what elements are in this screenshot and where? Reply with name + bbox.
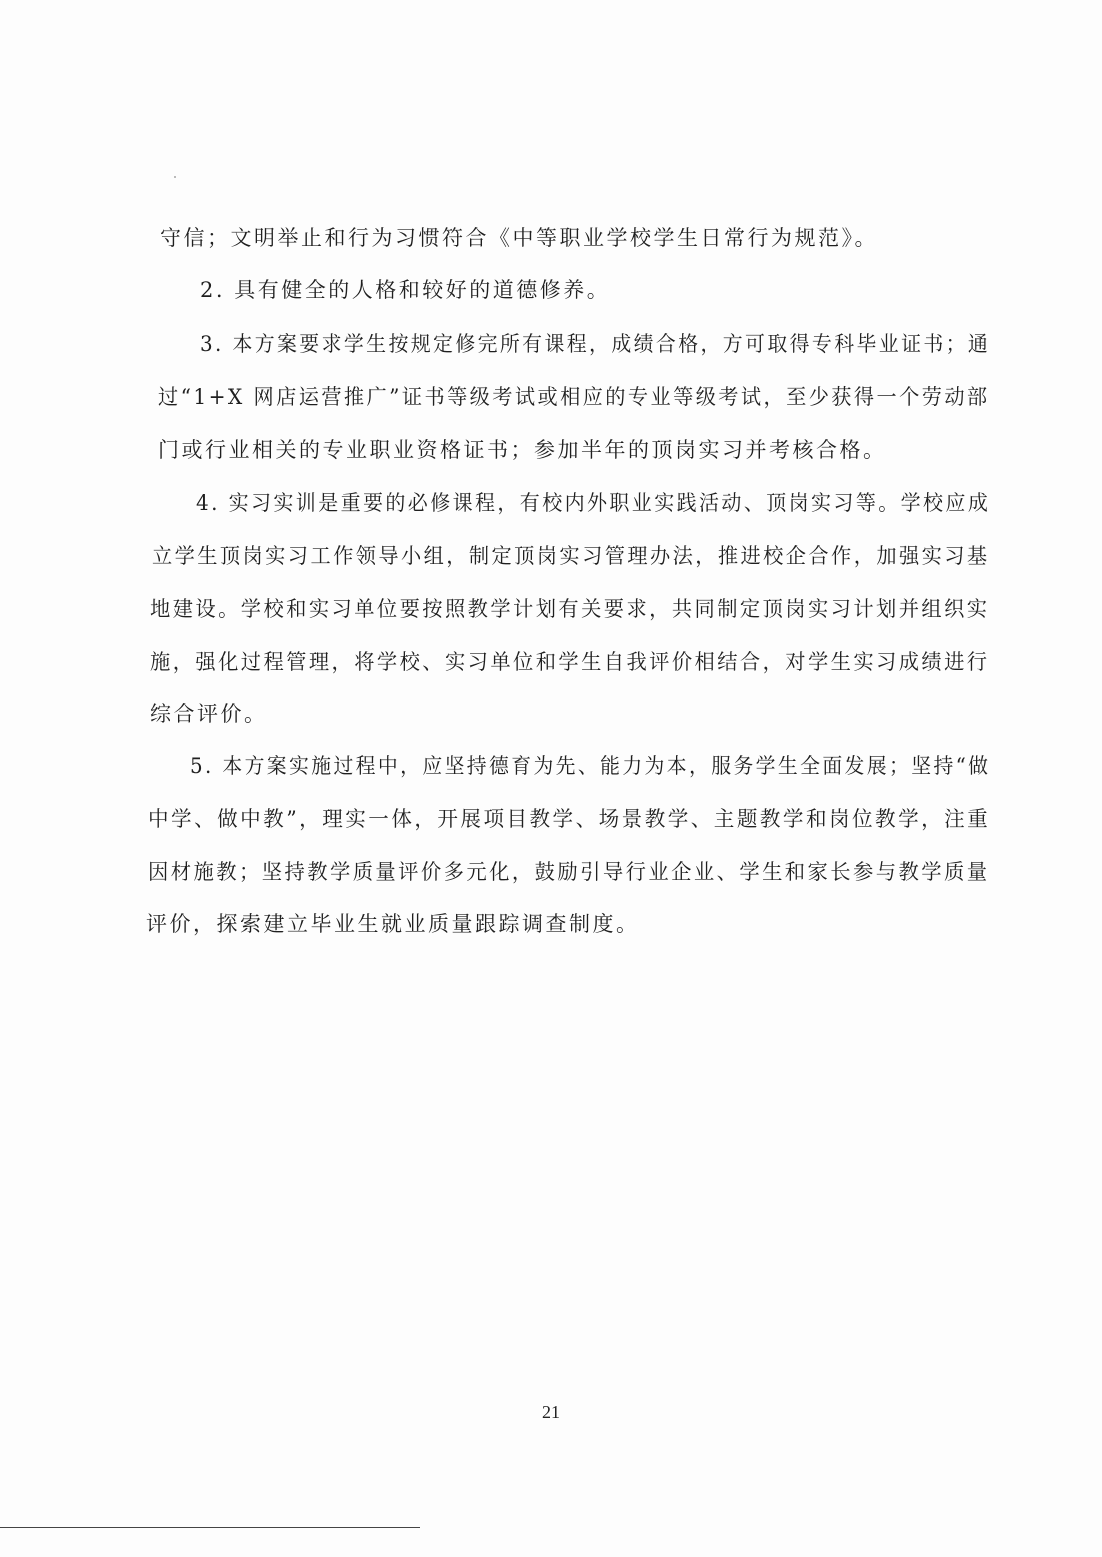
text-line: 立学生顶岗实习工作领导小组，制定顶岗实习管理办法，推进校企合作，加强实习基: [152, 544, 990, 568]
text-line: 5. 本方案实施过程中，应坚持德育为先、能力为本，服务学生全面发展；坚持“做: [190, 754, 991, 778]
text-line: 2. 具有健全的人格和较好的道德修养。: [200, 278, 611, 302]
text-line: 因材施教；坚持教学质量评价多元化，鼓励引导行业企业、学生和家长参与教学质量: [148, 860, 990, 884]
text-line: 过“1+X 网店运营推广”证书等级考试或相应的专业等级考试，至少获得一个劳动部: [158, 385, 990, 409]
text-line: 4. 实习实训是重要的必修课程，有校内外职业实践活动、顶岗实习等。学校应成: [196, 491, 991, 515]
text-line: 守信；文明举止和行为习惯符合《中等职业学校学生日常行为规范》。: [160, 226, 878, 250]
text-line: 门或行业相关的专业职业资格证书；参加半年的顶岗实习并考核合格。: [158, 438, 887, 462]
text-line: 综合评价。: [150, 702, 268, 726]
text-line: 中学、做中教”，理实一体，开展项目教学、场景教学、主题教学和岗位教学，注重: [148, 807, 991, 831]
text-line: 3. 本方案要求学生按规定修完所有课程，成绩合格，方可取得专科毕业证书；通: [200, 332, 991, 356]
page-number: 21: [542, 1402, 560, 1422]
text-line: 评价，探索建立毕业生就业质量跟踪调查制度。: [146, 912, 640, 936]
text-line: 施，强化过程管理，将学校、实习单位和学生自我评价相结合，对学生实习成绩进行: [150, 650, 990, 674]
footer-rule: [0, 1527, 420, 1528]
text-line: 地建设。学校和实习单位要按照教学计划有关要求，共同制定顶岗实习计划并组织实: [150, 597, 990, 621]
scan-speck: [174, 176, 176, 178]
